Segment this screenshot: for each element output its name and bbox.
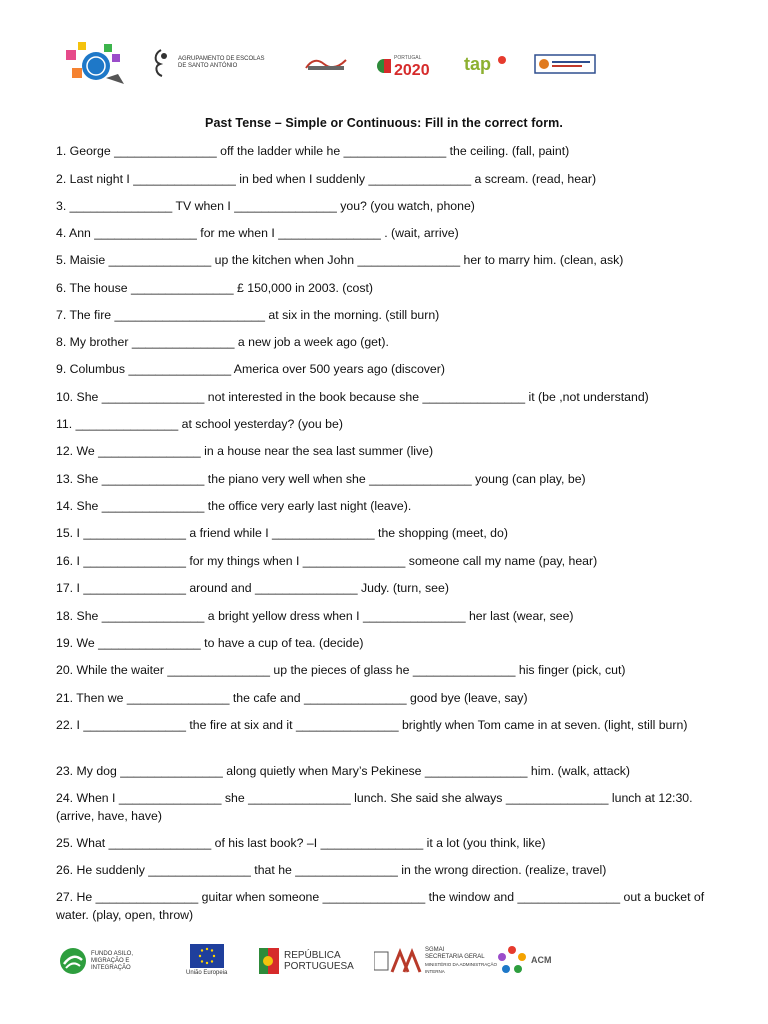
portugal-2020-logo <box>376 50 438 78</box>
footer-logos <box>0 938 768 986</box>
svg-text:tap: tap <box>464 54 491 74</box>
fundo-asilo-logo: FUNDO ASILO, MIGRAÇÃO E INTEGRAÇÃO <box>58 946 151 976</box>
svg-text:2020: 2020 <box>394 62 430 78</box>
exercise-item: 8. My brother _______________ a new job a week ago (get). <box>56 335 389 349</box>
school-clubs-logo <box>58 40 128 86</box>
lisboa-logo <box>534 54 596 74</box>
exercise-item: 6. The house _______________ £ 150,000 in 2003. (cost) <box>56 281 374 295</box>
worksheet-title: Past Tense – Simple or Continuous: Fill in the correct form. <box>205 116 563 130</box>
exercise-item: 27. He _______________ guitar when someone _______________ the window and _______________ out a bucket of water. (play, open, throw) <box>56 890 705 922</box>
sgmai-text: SGMAI SECRETARIA GERAL MINISTÉRIO DA ADMINISTRAÇÃO INTERNA <box>425 947 498 974</box>
exercise-item: 14. She _______________ the office very early last night (leave). <box>56 499 412 513</box>
republica-portuguesa-logo <box>258 946 354 976</box>
exercise-item: 22. I _______________ the fire at six and it _______________ brightly when Tom came in at seven. (light, still burn) <box>56 718 688 732</box>
exercise-item: 26. He suddenly _______________ that he _______________ in the wrong direction. (realize, travel) <box>56 863 607 877</box>
exercise-item: 7. The fire ______________________ at six in the morning. (still burn) <box>56 308 440 322</box>
exercise-item: 2. Last night I _______________ in bed when I suddenly _______________ a scream. (read, hear) <box>56 172 597 186</box>
exercise-item: 15. I _______________ a friend while I _______________ the shopping (meet, do) <box>56 526 508 540</box>
exercise-item: 5. Maisie _______________ up the kitchen when John _______________ her to marry him. (clean, ask) <box>56 253 624 267</box>
exercise-item: 24. When I _______________ she _______________ lunch. She said she always _______________ lunch at 12:30. (arrive, have, have) <box>56 791 693 823</box>
tap-logo <box>462 52 510 76</box>
exercise-item: 25. What _______________ of his last book? –I _______________ it a lot (you think, like) <box>56 836 546 850</box>
exercise-item: 20. While the waiter _______________ up the pieces of glass he _______________ his finger (pick, cut) <box>56 663 626 677</box>
escola-logo <box>304 54 348 74</box>
svg-text:PORTUGAL: PORTUGAL <box>394 55 422 61</box>
exercise-item: 12. We _______________ in a house near the sea last summer (live) <box>56 444 434 458</box>
exercise-item: 10. She _______________ not interested in the book because she _______________ it (be ,not understand) <box>56 390 649 404</box>
republica-portuguesa-text: REPÚBLICA PORTUGUESA <box>284 950 354 972</box>
exercise-item: 19. We _______________ to have a cup of tea. (decide) <box>56 636 364 650</box>
exercise-item: 23. My dog _______________ along quietly when Mary’s Pekinese _______________ him. (walk, attack) <box>56 764 631 778</box>
exercise-item: 18. She _______________ a bright yellow dress when I _______________ her last (wear, see) <box>56 609 574 623</box>
exercise-item: 21. Then we _______________ the cafe and _______________ good bye (leave, say) <box>56 691 528 705</box>
eu-flag-logo: União Europeia <box>186 944 227 977</box>
exercise-item: 9. Columbus _______________ America over 500 years ago (discover) <box>56 362 445 376</box>
exercise-item: 16. I _______________ for my things when I _______________ someone call my name (pay, hear) <box>56 554 598 568</box>
agrupamento-logo: AGRUPAMENTO DE ESCOLAS DE SANTO ANTÓNIO <box>150 48 270 78</box>
acm-logo: ACM <box>496 944 552 976</box>
exercise-item: 3. _______________ TV when I _______________ you? (you watch, phone) <box>56 199 475 213</box>
exercise-item: 4. Ann _______________ for me when I _______________ . (wait, arrive) <box>56 226 459 240</box>
exercise-item: 11. _______________ at school yesterday? (you be) <box>56 417 343 431</box>
sgmai-logo <box>374 946 505 976</box>
exercise-item: 17. I _______________ around and _______________ Judy. (turn, see) <box>56 581 449 595</box>
exercise-item: 13. She _______________ the piano very well when she _______________ young (can play, be) <box>56 472 586 486</box>
header-logos <box>0 38 768 90</box>
exercise-item: 1. George _______________ off the ladder while he _______________ the ceiling. (fall, paint) <box>56 144 570 158</box>
